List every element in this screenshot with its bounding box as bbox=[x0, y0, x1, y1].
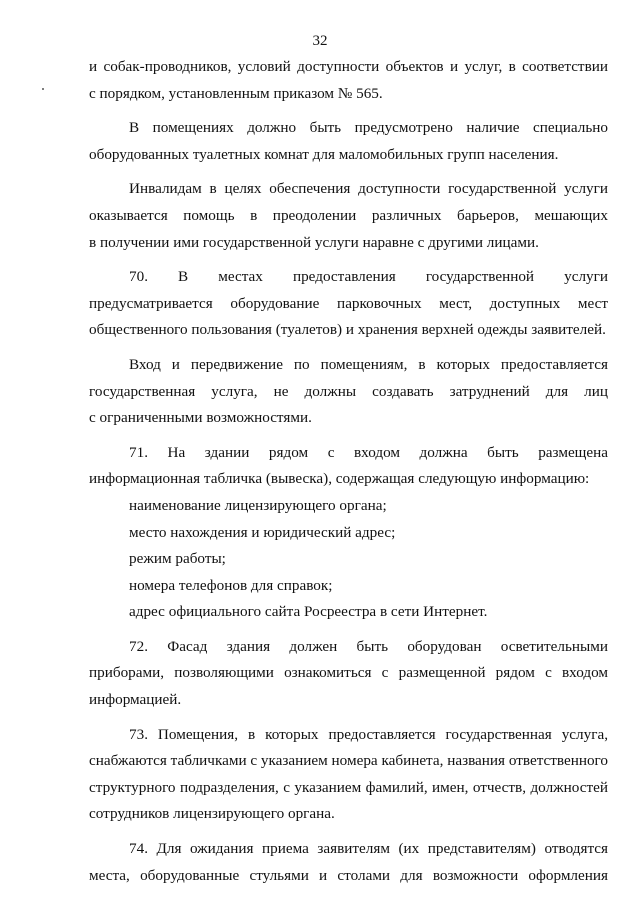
paragraph bbox=[89, 54, 608, 107]
paragraph bbox=[89, 836, 608, 889]
text-line: место нахождения и юридический адрес; bbox=[129, 523, 396, 541]
text-line: общественного пользования (туалетов) и хранения верхней одежды заявителей. bbox=[89, 321, 606, 339]
text-line: 72. Фасад здания должен быть оборудован осветительными bbox=[129, 637, 608, 655]
text-line: 71. На здании рядом с входом должна быть размещена bbox=[129, 443, 608, 461]
text-line: 73. Помещения, в которых предоставляется государственная услуга, bbox=[129, 725, 608, 743]
text-line: предусматривается оборудование парковочных мест, доступных мест bbox=[89, 294, 608, 312]
text-line: в получении ими государственной услуги наравне с другими лицами. bbox=[89, 233, 539, 251]
text-line: приборами, позволяющими ознакомиться с размещенной рядом с входом bbox=[89, 664, 608, 682]
paragraph bbox=[89, 352, 608, 432]
scan-speck bbox=[42, 88, 44, 90]
paragraph bbox=[89, 634, 608, 714]
text-line: адрес официального сайта Росреестра в сети Интернет. bbox=[129, 603, 488, 621]
paragraph bbox=[89, 176, 608, 256]
text-line: места, оборудованные стульями и столами для возможности оформления bbox=[89, 866, 608, 884]
list-item bbox=[89, 520, 608, 547]
text-line: информационная табличка (вывеска), содержащая следующую информацию: bbox=[89, 470, 590, 488]
text-line: Инвалидам в целях обеспечения доступности государственной услуги bbox=[129, 180, 608, 198]
text-line: режим работы; bbox=[129, 550, 226, 568]
text-line: В помещениях должно быть предусмотрено наличие специально bbox=[129, 119, 608, 137]
text-line: оказывается помощь в преодолении различных барьеров, мешающих bbox=[89, 206, 608, 224]
paragraph bbox=[89, 722, 608, 828]
list-item bbox=[89, 573, 608, 600]
text-line: информацией. bbox=[89, 691, 182, 709]
text-line: наименование лицензирующего органа; bbox=[129, 496, 387, 514]
text-line: 74. Для ожидания приема заявителям (их представителям) отводятся bbox=[129, 840, 608, 858]
text-line: Вход и передвижение по помещениям, в которых предоставляется bbox=[129, 355, 608, 373]
paragraph bbox=[89, 115, 608, 168]
text-line: номера телефонов для справок; bbox=[129, 576, 333, 594]
text-line: оборудованных туалетных комнат для маломобильных групп населения. bbox=[89, 145, 559, 163]
paragraph bbox=[89, 440, 608, 493]
list-item bbox=[89, 546, 608, 573]
document-body bbox=[89, 54, 608, 889]
text-line: с ограниченными возможностями. bbox=[89, 409, 312, 427]
text-line: государственная услуга, не должны создавать затруднений для лиц bbox=[89, 382, 608, 400]
list-item bbox=[89, 599, 608, 626]
text-line: структурного подразделения, с указанием фамилий, имен, отчеств, должностей bbox=[89, 778, 608, 796]
text-line: и собак-проводников, условий доступности объектов и услуг, в соответствии bbox=[89, 58, 608, 75]
text-line: сотрудников лицензирующего органа. bbox=[89, 805, 335, 823]
text-line: 70. В местах предоставления государственной услуги bbox=[129, 268, 608, 286]
text-line: снабжаются табличками с указанием номера кабинета, названия ответственного bbox=[89, 752, 609, 770]
page-number: 32 bbox=[312, 33, 328, 49]
list-item bbox=[89, 493, 608, 520]
paragraph bbox=[89, 264, 608, 344]
text-line: с порядком, установленным приказом № 565. bbox=[89, 84, 383, 102]
